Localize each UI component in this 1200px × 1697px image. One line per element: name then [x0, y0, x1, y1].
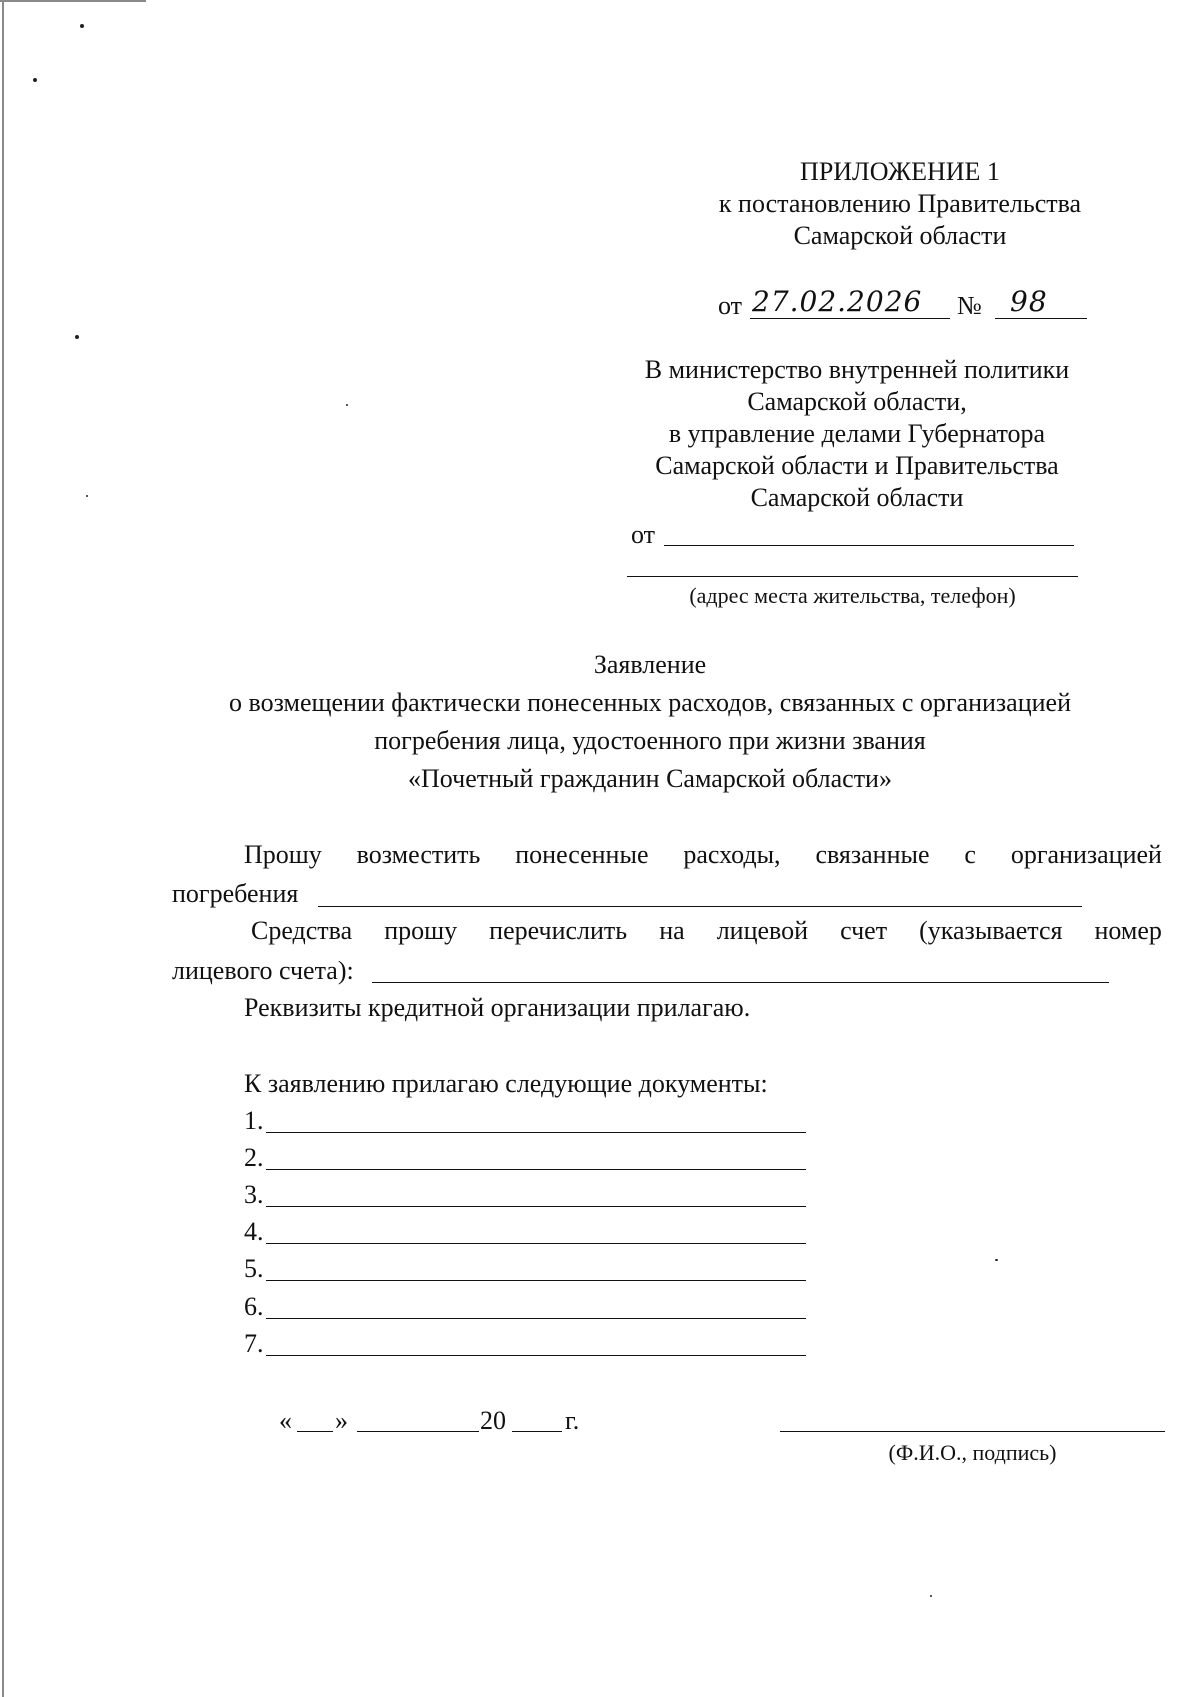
document-item-field[interactable]: [266, 1318, 806, 1319]
addressee-line: Самарской области,: [747, 387, 967, 416]
applicant-address-field[interactable]: [627, 576, 1078, 577]
addressee-line: Самарской области и Правительства: [655, 451, 1059, 480]
applicant-name-field[interactable]: [664, 545, 1074, 546]
scan-speck: [75, 335, 79, 339]
handwritten-date: 27.02.2026: [752, 285, 923, 318]
addressee-line: в управление делами Губернатора: [668, 419, 1046, 448]
scan-speck: [86, 495, 88, 497]
date-quote-open: «: [279, 1406, 292, 1435]
document-item-number: 3.: [244, 1180, 264, 1209]
scan-speck: [80, 24, 84, 28]
date-year-field[interactable]: [512, 1431, 562, 1432]
statement-title: Заявление: [593, 650, 707, 679]
appendix-line-2: Самарской области: [793, 221, 1007, 250]
addressee-line: В министерство внутренней политики: [644, 355, 1070, 384]
burial-of-field[interactable]: [318, 906, 1082, 907]
date-day-field[interactable]: [297, 1431, 333, 1432]
date-quote-close: »: [335, 1406, 348, 1435]
date-month-field[interactable]: [357, 1431, 479, 1432]
document-item-field[interactable]: [266, 1169, 806, 1170]
addressee-line: Самарской области: [750, 483, 964, 512]
signature-hint: (Ф.И.О., подпись): [888, 1440, 1057, 1465]
appendix-title: ПРИЛОЖЕНИЕ 1: [800, 157, 1000, 186]
account-number-field[interactable]: [372, 982, 1109, 983]
document-item-number: 6.: [244, 1292, 264, 1321]
scan-speck: [346, 404, 348, 406]
address-hint: (адрес места жительства, телефон): [689, 583, 1016, 608]
document-item-number: 4.: [244, 1217, 264, 1246]
number-sign: №: [957, 291, 982, 320]
paragraph-1-line-1: Прошу возместить понесенные расходы, связанные с организацией: [244, 840, 1162, 869]
scan-speck: [995, 1259, 998, 1261]
document-item-number: 1.: [244, 1106, 264, 1135]
document-item-number: 5.: [244, 1254, 264, 1283]
paragraph-1-line-2: погребения: [172, 879, 299, 908]
document-item-field[interactable]: [266, 1132, 806, 1133]
handwritten-number: 98: [1010, 285, 1048, 318]
scan-edge-top: [0, 0, 146, 2]
document-item-field[interactable]: [266, 1355, 806, 1356]
signature-field[interactable]: [780, 1431, 1165, 1432]
scan-speck: [33, 78, 37, 82]
date-year-suffix: г.: [565, 1406, 580, 1435]
paragraph-2-line-1: Средства прошу перечислить на лицевой счет (указывается номер: [251, 916, 1162, 945]
documents-intro: К заявлению прилагаю следующие документы:: [244, 1069, 768, 1098]
applicant-from-label: от: [631, 520, 656, 549]
paragraph-3: Реквизиты кредитной организации прилагаю.: [244, 993, 751, 1022]
document-item-field[interactable]: [266, 1206, 806, 1207]
document-item-field[interactable]: [266, 1243, 806, 1244]
date-underline: [750, 318, 950, 319]
number-underline: [995, 318, 1087, 319]
date-century: 20: [480, 1406, 506, 1435]
document-item-number: 7.: [244, 1329, 264, 1358]
scan-speck: [930, 1595, 932, 1597]
statement-subtitle-line: погребения лица, удостоенного при жизни звания: [374, 726, 926, 755]
addressee-block: [612, 354, 1102, 514]
document-item-number: 2.: [244, 1143, 264, 1172]
statement-heading: [160, 646, 1140, 798]
appendix-from-prefix: от: [718, 291, 743, 320]
document-item-field[interactable]: [266, 1280, 806, 1281]
scan-edge-left: [2, 0, 4, 1697]
appendix-header: [690, 156, 1110, 252]
paragraph-2-line-2: лицевого счета):: [172, 956, 354, 985]
appendix-line-1: к постановлению Правительства: [718, 189, 1082, 218]
statement-subtitle-line: о возмещении фактически понесенных расходов, связанных с организацией: [228, 688, 1072, 717]
statement-subtitle-line: «Почетный гражданин Самарской области»: [408, 764, 892, 793]
